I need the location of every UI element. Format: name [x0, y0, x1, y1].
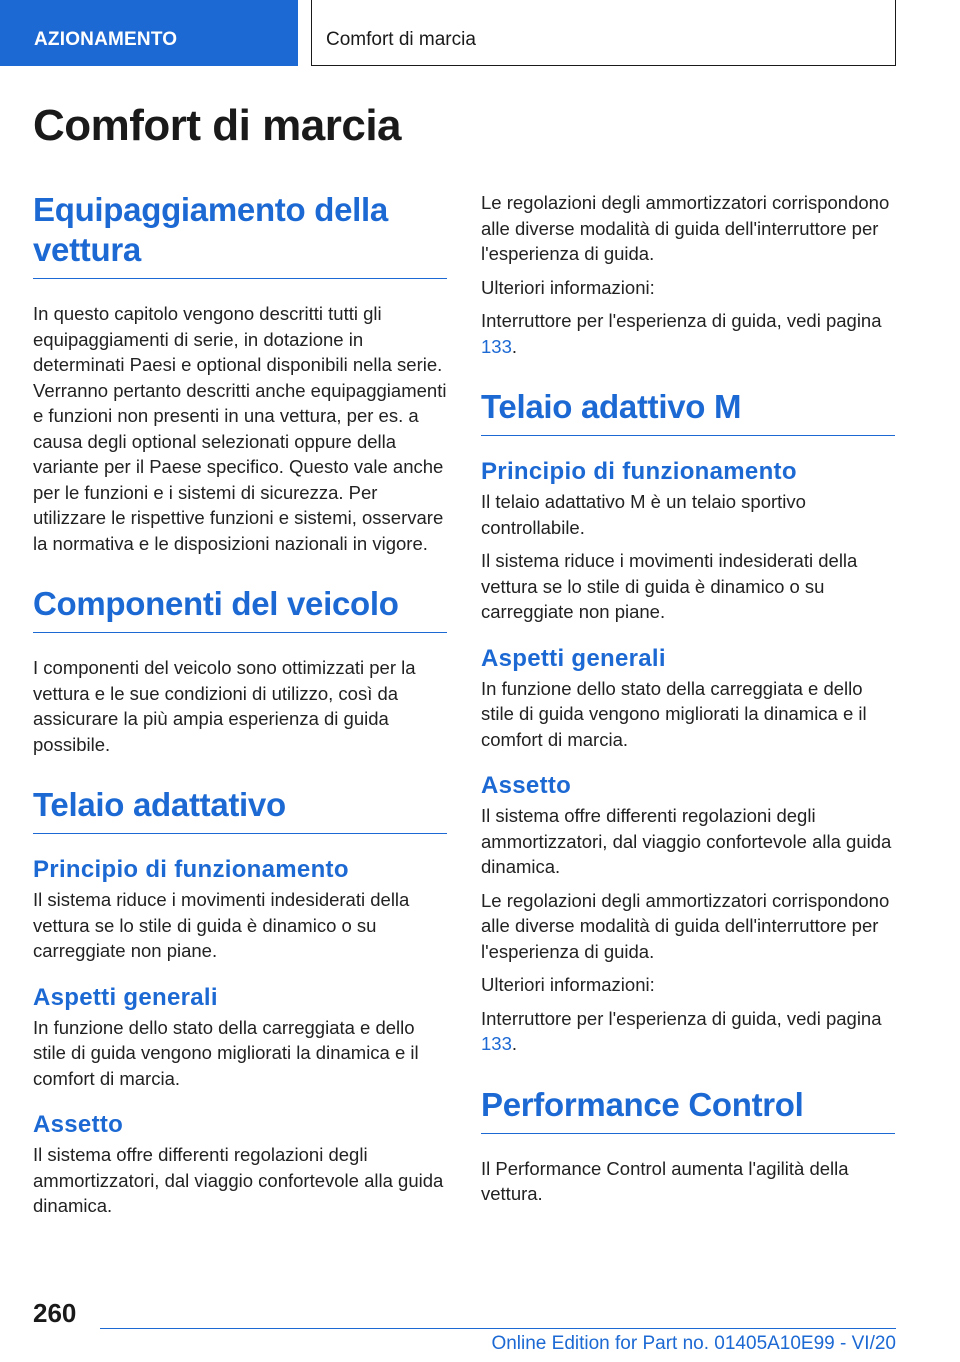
page-title: Comfort di marcia	[33, 101, 402, 150]
more-info-label: Ulteriori informazioni:	[481, 276, 655, 298]
cross-reference-text: Interruttore per l'esperienza di guida, vedi pagina	[481, 310, 882, 331]
left-column	[33, 190, 447, 1227]
paragraph-general-m: In funzione dello stato della carreggiata e dello stile di guida vengono migliorati la dinamica e il comfort di marcia.	[481, 677, 867, 750]
cross-reference-end: .	[511, 335, 518, 357]
subheading-general: Aspetti generali	[33, 983, 218, 1011]
heading-performance-control: Performance Control	[481, 1085, 895, 1134]
chapter-tab: Comfort di marcia	[311, 0, 896, 66]
page-link-133-m[interactable]: 133	[481, 1033, 512, 1054]
paragraph-equipment: In questo capitolo vengono descritti tutti gli equipaggiamenti di serie, in dotazione in determinati Paesi e optional disponibili nella serie. Verranno pertanto descritti anche equipaggiamenti e funzioni non presenti in una vettura, per es. a causa degli optional selezionati oppure della variante per il Paese specifico. Questo vale anche per le funzioni e i sistemi di sicurezza. Per utilizzare le rispettive funzioni e sistemi, osservare la normativa e le disposizioni nazionali in vigore.	[33, 303, 447, 554]
paragraph-principle-m-2: Il sistema riduce i movimenti indesiderati della vettura se lo stile di guida è dinamico o su carreggiate non piane.	[481, 550, 858, 622]
subheading-principle: Principio di funzionamento	[33, 856, 349, 883]
more-info-label-m: Ulteriori informazioni:	[481, 974, 655, 995]
subheading-setup-m: Assetto	[481, 772, 572, 799]
page-link-133[interactable]: 133	[481, 335, 512, 357]
cross-reference-end-m: .	[511, 1033, 518, 1054]
paragraph-general: In funzione dello stato della carreggiata e dello stile di guida vengono migliorati la dinamica e il comfort di marcia.	[33, 1016, 419, 1089]
subheading-setup: Assetto	[33, 1111, 124, 1138]
paragraph-setup-m: Il sistema offre differenti regolazioni degli ammortizzatori, dal viaggio confortevole alla guida dinamica.	[481, 805, 892, 877]
subheading-general-m: Aspetti generali	[481, 644, 666, 672]
heading-adaptive-m: Telaio adattivo M	[481, 387, 895, 436]
heading-components: Componenti del veicolo	[33, 584, 447, 633]
paragraph-setup: Il sistema offre differenti regolazioni degli ammortizzatori, dal viaggio confortevole alla guida dinamica.	[33, 1144, 444, 1216]
edition-note: Online Edition for Part no. 01405A10E99 - VI/20	[491, 1333, 896, 1354]
paragraph-principle-m-1: Il telaio adattativo M è un telaio sportivo controllabile.	[481, 491, 806, 538]
page-header	[0, 0, 960, 66]
paragraph-principle: Il sistema riduce i movimenti indesiderati della vettura se lo stile di guida è dinamico o su carreggiate non piane.	[33, 889, 410, 961]
cross-reference-m	[481, 1006, 895, 1057]
paragraph-damper-settings: Le regolazioni degli ammortizzatori corrispondono alle diverse modalità di guida dell'interruttore per l'esperienza di guida.	[481, 192, 890, 264]
heading-equipment: Equipaggiamento della vettura	[33, 190, 447, 279]
paragraph-setup-m-2: Le regolazioni degli ammortizzatori corrispondono alle diverse modalità di guida dell'interruttore per l'esperienza di guida.	[481, 889, 890, 962]
section-tab: AZIONAMENTO	[0, 0, 298, 66]
paragraph-performance-control: Il Performance Control aumenta l'agilità della vettura.	[481, 1157, 849, 1204]
cross-reference-text-m: Interruttore per l'esperienza di guida, vedi pagina	[481, 1007, 882, 1029]
footer-divider	[100, 1328, 896, 1329]
paragraph-components: I componenti del veicolo sono ottimizzati per la vettura e le sue condizioni di utilizzo, così da assicurare la più ampia esperienza di guida possibile.	[33, 657, 416, 755]
page-number: 260	[33, 1298, 77, 1328]
subheading-principle-m: Principio di funzionamento	[481, 458, 797, 485]
heading-adaptive-chassis: Telaio adattativo	[33, 785, 447, 834]
cross-reference	[481, 308, 895, 359]
right-column	[481, 190, 895, 1215]
